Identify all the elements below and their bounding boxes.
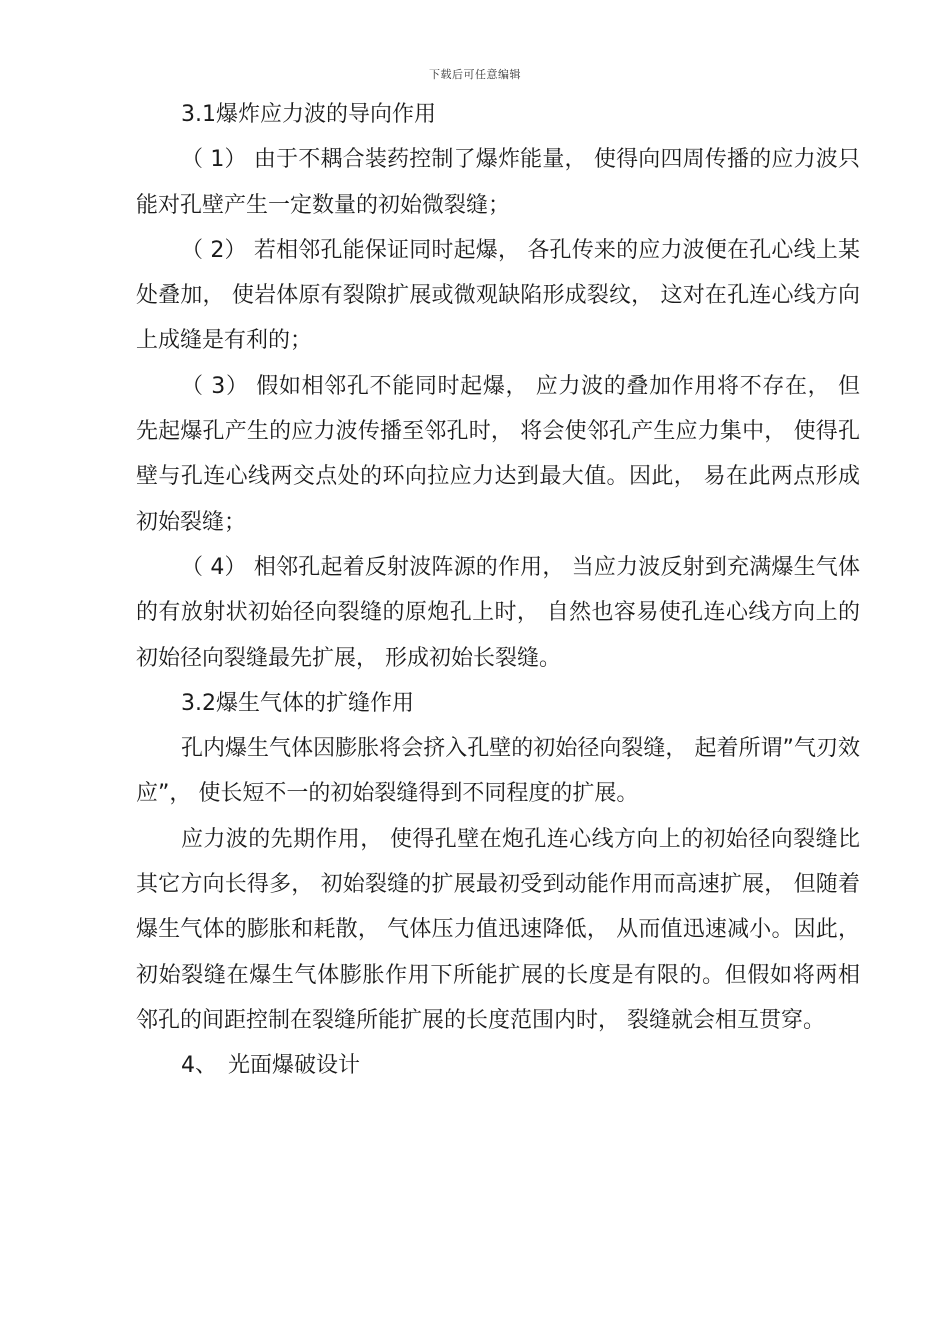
- document-body: [136, 92, 860, 1089]
- section-heading-3-1: 3.1爆炸应力波的导向作用: [181, 102, 436, 127]
- paragraph-1: （ 1） 由于不耦合装药控制了爆炸能量， 使得向四周传播的应力波只能对孔壁产生一定数量的初始微裂缝；: [136, 147, 860, 218]
- paragraph-4: （ 4） 相邻孔起着反射波阵源的作用， 当应力波反射到充满爆生气体的有放射状初始径向裂缝的原炮孔上时， 自然也容易使孔连心线方向上的初始径向裂缝最先扩展， 形成初始长裂缝。: [136, 554, 860, 671]
- paragraph-3: （ 3） 假如相邻孔不能同时起爆， 应力波的叠加作用将不存在， 但先起爆孔产生的应力波传播至邻孔时， 将会使邻孔产生应力集中， 使得孔壁与孔连心线两交点处的环向拉应力达到最大值。因此， 易在此两点形成初始裂缝；: [136, 373, 860, 535]
- paragraph-2: （ 2） 若相邻孔能保证同时起爆， 各孔传来的应力波便在孔心线上某处叠加， 使岩体原有裂隙扩展或微观缺陷形成裂纹， 这对在孔连心线方向上成缝是有利的；: [136, 237, 860, 354]
- paragraph-5: 孔内爆生气体因膨胀将会挤入孔壁的初始径向裂缝， 起着所谓”气刃效应”， 使长短不一的初始裂缝得到不同程度的扩展。: [136, 736, 860, 807]
- page-header-note: 下载后可任意编辑: [429, 68, 521, 81]
- paragraph-6: 应力波的先期作用， 使得孔壁在炮孔连心线方向上的初始径向裂缝比其它方向长得多， 初始裂缝的扩展最初受到动能作用而高速扩展， 但随着爆生气体的膨胀和耗散， 气体压力值迅速降低， 从而值迅速减小。因此， 初始裂缝在爆生气体膨胀作用下所能扩展的长度是有限的。但假如将两相邻孔的间距控制在裂缝所能扩展的长度范围内时， 裂缝就会相互贯穿。: [136, 826, 860, 1033]
- section-heading-4: 4、 光面爆破设计: [181, 1053, 360, 1079]
- section-heading-3-2: 3.2爆生气体的扩缝作用: [181, 690, 414, 716]
